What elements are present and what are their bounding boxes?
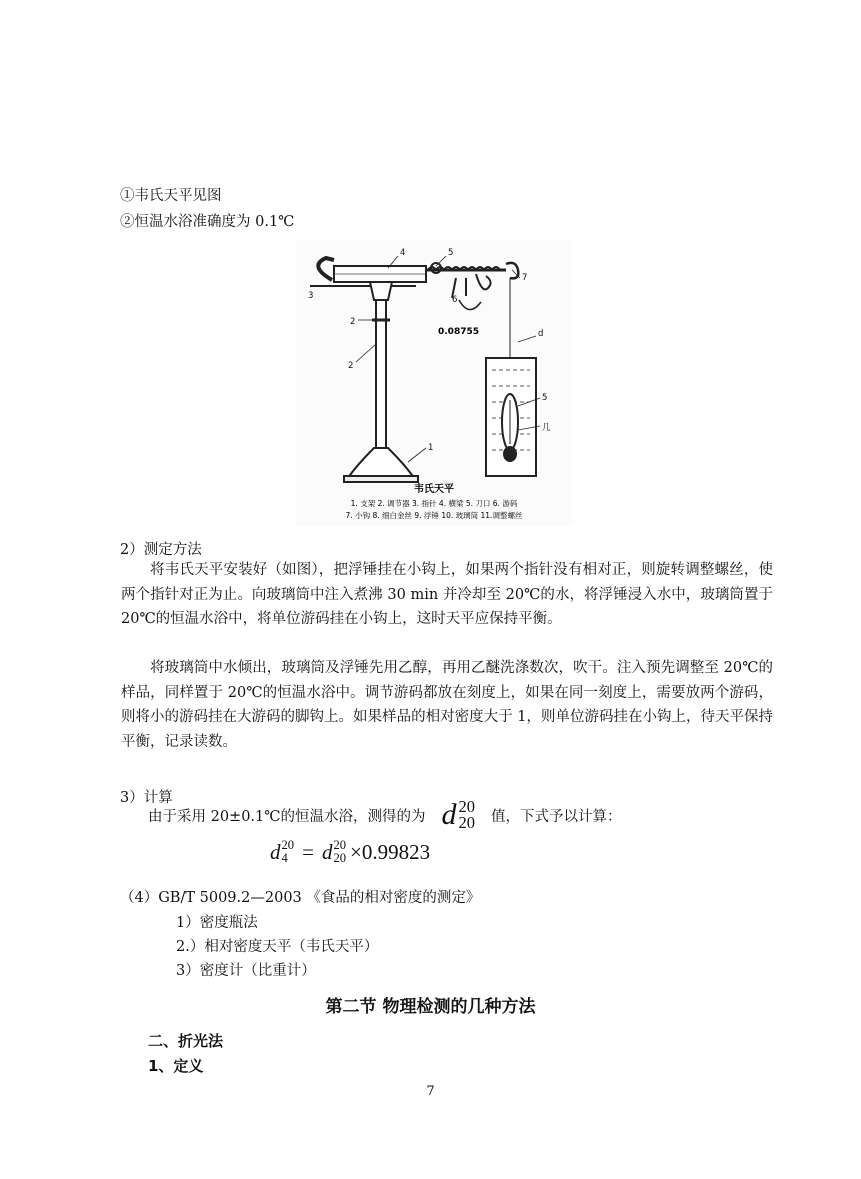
- fig-label-1: 1: [428, 443, 434, 453]
- fig-reading: 0.08755: [438, 327, 479, 337]
- fig-label-7: 7: [522, 273, 528, 283]
- standard-item: 3）密度计（比重计）: [176, 963, 316, 979]
- westphal-balance-figure: [296, 240, 572, 526]
- page-number: 7: [426, 1084, 435, 1099]
- fig-label-2b: 2: [348, 361, 354, 371]
- fig-label-3: 3: [308, 291, 314, 301]
- calc-intro: 由于采用 20±0.1℃的恒温水浴，测得的为 d 20 20 值，下式予以计算：: [148, 796, 622, 832]
- section-title: 第二节 物理检测的几种方法: [325, 997, 536, 1017]
- method-paragraph-1: 将韦氏天平安装好（如图），把浮锤挂在小钩上，如果两个指针没有相对正，则旋转调整螺丝，使两个指针对正为止。向玻璃筒中注入煮沸 30 min 并冷却至 20℃的水，将浮锤浸入水中，玻璃筒置于 20℃的恒温水浴中，将单位游码挂在小钩上，这时天平应保持平衡。: [121, 562, 773, 627]
- fig-label-5: 5: [448, 248, 454, 258]
- fig-label-2: 2: [350, 317, 356, 327]
- fig-label-d: d: [538, 329, 544, 339]
- standard-title: （4）GB/T 5009.2—2003 《食品的相对密度的测定》: [120, 890, 481, 906]
- calc-heading: 3）计算: [120, 790, 173, 806]
- subsection-definition: 1、定义: [148, 1057, 204, 1075]
- item-water-bath: ②恒温水浴准确度为 0.1℃: [120, 214, 295, 230]
- fig-caption-title: 韦氏天平: [414, 484, 454, 495]
- item-westphal-balance: ①韦氏天平见图: [120, 188, 222, 204]
- fig-label-ji: 几: [542, 423, 551, 433]
- fig-label-6: 6: [452, 295, 458, 305]
- method-paragraph-2: 将玻璃筒中水倾出，玻璃筒及浮锤先用乙醇，再用乙醚洗涤数次，吹干。注入预先调整至 20℃的样品，同样置于 20℃的恒温水浴中。调节游码都放在刻度上，如果在同一刻度上，需要放两个游码，则将小的游码挂在大游码的脚钩上。如果样品的相对密度大于 1，则单位游码挂在小钩上，待天平保持平衡，记录读数。: [121, 660, 773, 750]
- fig-label-4: 4: [400, 248, 406, 258]
- standard-item: 2.）相对密度天平（韦氏天平）: [176, 939, 379, 955]
- standard-item: 1）密度瓶法: [176, 915, 258, 931]
- density-equation: d 20 4 = d 20 20 ×0.99823: [270, 838, 431, 865]
- fig-label-5b: 5: [542, 393, 548, 403]
- subsection-refraction: 二、折光法: [148, 1032, 224, 1050]
- fig-legend-line1: 1. 支架 2. 调节器 3. 指针 4. 横梁 5. 刀口 6. 游码: [350, 499, 518, 508]
- fig-legend-line2: 7. 小钩 8. 细白金丝 9. 浮锤 10. 玻璃筒 11.调整螺丝: [345, 511, 523, 520]
- symbol-d20-20: d 20 20: [441, 796, 475, 832]
- method-heading: 2）测定方法: [120, 542, 202, 558]
